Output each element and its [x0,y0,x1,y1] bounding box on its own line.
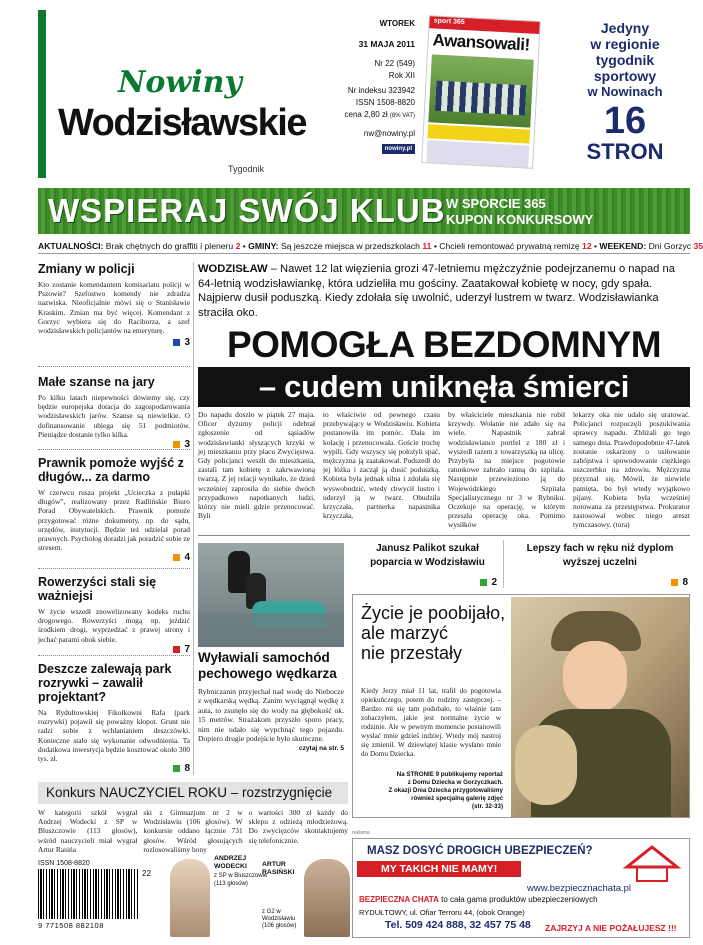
masthead-title-main: Wodzisławskie [58,102,307,144]
issue-email[interactable]: nw@nowiny.pl [363,129,415,138]
sidebar-title: Zmiany w policji [38,262,135,276]
page-marker: 8 [671,577,688,588]
sport-cover[interactable] [421,15,541,169]
marker-square [480,579,487,586]
sport-cover-photo [428,54,533,127]
winner-name: ARTUR RASIŃSKI [262,861,295,876]
sidebar-title: Rowerzyści stali się ważniejsi [38,575,157,603]
barcode-issue: 22 [142,869,151,878]
marker-square [173,646,180,653]
sidebar-text: Kto zostanie komendantem komisariatu policji w Pszowie? Szefostwo komendy nie zdradza nazwiska. Nieoficjalnie mówi się o Stanisławie Kraskim. Zmian ma być więcej. Komendant z Gorzyc wybiera się do Raciborza, a szef wodzisławskich policjantów na emeryturę. [38,280,190,336]
issue-date: 31 MAJA 2011 [358,39,415,49]
column-rule [193,262,194,775]
lead-headline-1: POMOGŁA BEZDOMNYM [226,324,662,365]
insurance-ad[interactable] [352,838,690,938]
barcode-digits: 9 771508 882108 [38,921,104,930]
contest-title: Konkurs NAUCZYCIEL ROKU – rozstrzygnięcie [38,782,348,804]
sport-cover-title: Awansowali! [432,30,531,55]
winner-votes: (113 głosów) [214,881,248,887]
contest-text: W kategorii szkół wygrał Andrzej Wodecki z SP w Bluszczowie (113 głosów), wśród nauczycieli miał wygrał Artur Rasińa [38,808,138,854]
marker-square [173,441,180,448]
winner-1 [170,855,270,937]
ad-phone[interactable]: Tel. 509 424 888, 32 457 75 48 [385,919,531,931]
sidebar-item[interactable] [38,450,190,568]
ticker-item[interactable]: AKTUALNOŚCI: Brak chętnych do graffiti i pleneru 2 [38,241,241,251]
page-marker: 2 [480,577,497,588]
sidebar-text: W czerwcu rusza projekt „Ucieczka z pułapki długów”, realizowany przez Radlińskie Biuro Porad Obywatelskich. Prawnik pomoże przygotować różne dokumenty, np. do sądu, urzędów, instytucji. Będzie też udzielał porad prawnych. Psycholog doradzi jak poradzić sobie ze stresem. [38,488,190,553]
sport-promo-line2: w regionie [590,36,660,52]
lead-columns [198,410,690,530]
club-banner-sub2: KUPON KONKURSOWY [446,212,594,227]
boy-title-2: ale marzyć [361,623,449,643]
teaser-palikot[interactable] [352,540,504,588]
contest-text: ski z Gimnazjum nr 2 w Wodzisławiu (106 głosów). W konkursie oddano łącznie 731 głosów. Wśród głosujących rozlosowaliśmy bony [143,808,243,854]
house-logo-icon [623,843,681,883]
ad-address: RYDUŁTOWY, ul. Ofiar Terroru 44, (obok Orange) [359,908,525,917]
winner-2 [262,855,350,937]
issue-number: Nr 22 (549) [374,59,415,68]
sidebar [38,262,190,775]
winner-photo [304,859,350,937]
sidebar-item[interactable] [38,367,190,449]
club-banner[interactable] [38,188,690,234]
lead-text: – Nawet 12 lat więzienia grozi 47-letniemu mężczyźnie podejrzanemu o napad na 64-letnią wodzisławiankę, która udzieliła mu gościny. Zaatakował kobietę w nocy, gdy spała. Najpierw dusił poduszką. Kiedy zdołała się uwolnić, uderzył lustrem w twarz. Wodzisławianka straciła oko. [198,263,675,319]
sport-promo-line5: w Nowinach [587,84,663,99]
barcode-issn: ISSN 1508-8820 [38,860,90,867]
lead-story[interactable] [198,262,690,407]
water [198,613,344,647]
ad-brand-desc: to cała gama produktów ubezpieczeniowych [441,895,598,904]
boy-title-1: Życie je poobijało, [361,603,506,623]
angler-title: Wyławiali samochód pechowego wędkarza [198,650,337,681]
issue-day: WTOREK [379,19,415,28]
ticker: AKTUALNOŚCI: Brak chętnych do graffiti i pleneru 2 • GMINY: Są jeszcze miejsca w przedszkolach 11 • Chcieli remontować prywatną remizę 12 • WEEKEND: Dni Gorzyc 35 [38,238,690,254]
ad-line-1: MASZ DOSYĆ DROGICH UBEZPIECZEŃ? [367,845,593,857]
sport-promo-line1: Jedyny [600,20,650,36]
boy-note: Na STRONIE 9 publikujemy reportaż z Domu Dziecka w Gorzyczkach. Z okazji Dnia Dziecka przygotowaliśmy również specjalną galerię zdjęć (str. 32-33) [388,771,503,810]
marker-square [173,339,180,346]
page-marker: 3 [38,337,190,348]
ad-small-label: reklama [352,830,370,836]
boy-title-3: nie przestały [361,643,463,663]
sport-cover-label: sport 365 [433,17,465,27]
sport-cover-bottom [426,140,529,167]
winner-school: z G2 w Wodzisławiu [262,909,296,922]
boy-photo [511,597,689,817]
teddy-bear [515,725,577,805]
issue-info [335,18,415,154]
sport-promo-line4: sportowy [593,68,657,84]
boy-story[interactable] [352,594,690,818]
boy-text: Kiedy Jerzy miał 11 lat, trafił do pogotowia opiekuńczego, potem do rodziny zastępczej. – Bardzo mi się tam podobało, to właśnie tam zobaczyłem, jakie jest normalne życie w rodzinie. Ale w pewnym momencie postanowili wysłać mnie gdzieś indziej. Wtedy mój nastroj się zmienił. W dziewiątej klasie wysłano mnie do Domu Dziecka. [361,687,501,758]
ticker-item[interactable]: GMINY: Są jeszcze miejsca w przedszkolach 11 [248,241,432,251]
lead-intro [198,262,690,320]
lead-place: WODZISŁAW [198,263,268,275]
house-logo-icon-svg [623,843,681,883]
barcode-block [38,860,163,940]
page-marker: 7 [38,644,190,655]
club-banner-sub1: W SPORCIE 365 [446,196,546,211]
ad-brand-line [359,895,598,904]
angler-text: Rybniczanin przyjechał nad wodę do Niebocze z wędkarską wędką. Zanim wyciągnął wędkę z auta, to zsunęło się do wody na głębokość ok. 15 metrów. Strażakom przyszło sporo pracy, nim nie udało się wypchnąć tego pojazdu. Dopiero drugie podejście było skuteczne. [198,687,344,744]
issue-issn: ISSN 1508-8820 [355,98,415,107]
masthead-subtitle: Tygodnik [228,164,265,174]
lead-column: Do napadu doszło w piątek 27 maja. Oficer dyżurny policji odebrał zgłoszenie od sąsiadów wodzisławianki słyszących krzyki w jej mieszkaniu przy placu Zwycięstwa. Gdy policjanci weszli do mieszkania, zastali tam kobietę z zakrwawioną twarzą. Z jej relacji wynikało, że dzień wcześniej zaprosiła do siebie dwóch przypadkowo napotkanych ludzi, którzy nie mieli gdzie przenocować. Byli [198,410,315,521]
angler-photo[interactable] [198,543,344,647]
sidebar-item[interactable] [38,656,190,774]
ticker-item[interactable]: WEEKEND: Dni Gorzyc 35 [599,241,703,251]
marker-square [173,554,180,561]
ad-brand: BEZPIECZNA CHATA [359,895,439,904]
issue-price [335,109,415,122]
lead-headline-2: – cudem uniknęła śmierci [198,367,690,407]
ad-url[interactable]: www.bezpiecznachata.pl [527,883,632,894]
lead-column: lekarzy oka nie udało się uratować. Policjanci rozpoczęli poszukiwania sprawcy napadu. Zbliżali go tego samego dnia. Prawdopodobnie 47-latek zostanie oskarżony o usiłowanie zabójstwa i spowodowanie ciężkiego uszczerbku na zdrowiu. Mężczyzna przyznał się. Mówił, że niewiele pamięta, bo był wtedy wyjątkowo pijany. Kobieta była wcześniej notowana za przestępstwa. Prokurator zastosował wobec niego areszt tymczasowy. (tora) [573,410,690,530]
sport-promo [560,20,690,164]
winner-votes: (106 głosów) [262,923,297,929]
teaser-title: Lepszy fach w ręku niż dyplom wyższej uczelni [526,543,674,568]
page-marker: 8 [38,763,190,774]
lead-column: to właściwie od pewnego czasu przebywający w Wodzisławiu. Kobieta postanowiła im pomóc. Dała im kolację i przenocowała. Goście trochę wypili. Gdy wszyscy się położyli spać, mężczyzna ją zaatakował. Podszedł do jej łóżka i zaczął ją dusić poduszką. Kobieta była jednak silna i zdołała się wyswobodzić, wtedy chwycił lustro i uderzył ją w twarz. Obudziła krzyczała, partnerka napastnika krzyczała, [323,410,440,521]
angler-story[interactable] [198,650,344,752]
sidebar-item[interactable] [38,262,190,366]
section-rule [198,535,690,536]
ticker-item[interactable]: Chcieli remontować prywatną remizę 12 [439,241,592,251]
masthead-title-top: Nowiny [118,65,242,100]
issue-index: Nr indeksu 323942 [347,86,415,95]
sidebar-text: W życie wszedł znowelizowany kodeks ruchu drogowego. Rowerzyści mogą np. jeździć środkiem drogi, wyprzedzać z prawej strony i jechać parami obok siebie. [38,607,190,644]
boy-face [563,641,627,713]
price: cena 2,80 zł [344,110,388,119]
sidebar-text: Na Rydułtowskiej Fikołkowni Rafa (park rozrywki) pojawił się poważny kłopot. Grunt nie radzi sobie z wchłanianiem deszczówki. Konieczne stało się wykonanie odwodnienia. Ta dodatkowa inwestycja będzie kosztować około 300 tys. zł. [38,708,190,764]
sidebar-title: Małe szanse na jary [38,375,155,389]
winner-school: z SP w Bluszczowie [214,873,268,879]
masthead [38,10,308,190]
club-banner-main: WSPIERAJ SWÓJ KLUB [48,192,446,229]
ad-cta: ZAJRZYJ A NIE POŻAŁUJESZ !!! [545,923,677,933]
angler-more[interactable]: czytaj na str. 5 [298,745,344,753]
winner-name: ANDRZEJ WODECKI [214,855,247,870]
sidebar-text: Po kilku latach niepewności dowiemy się, czy będzie europejska dotacja do zagospodarowania wodzisławskich jarów. Szanse są niewielkie. O dofinansowanie ubiega się 51 podmiotów. Pieniądze dostanie tylko kilka. [38,393,190,439]
sidebar-item[interactable] [38,569,190,655]
barcode-bars [38,869,138,919]
teaser-title: Janusz Palikot szukał poparcia w Wodzisławiu [370,543,485,568]
issue-year: Rok XII [388,71,415,80]
page-marker: 4 [38,552,190,563]
winner-photo [170,859,210,937]
page-marker: 3 [38,439,190,450]
lead-column: by właściciele mieszkania nie robił krzywdy. Wołanie nie zdało się na wiele. Napastnik zabrał wodzisławiance portfel z 180 zł i wyszedł razem z towarzyszką na ulicę. Przybyła na miejsce pogotowie ratunkowe zabrało ranną do szpitala. Następnie przewieziono ją do Wojewódzkiego Szpitala Specjalistycznego nr 3 w Rybniku. Oczekuje na operację, w którym przeszła operację oka. Pomimo wysiłków [448,410,565,530]
contest-columns [38,808,348,854]
price-vat: (8% VAT) [389,113,415,119]
sport-promo-line3: tygodnik [595,52,655,68]
small-logo: nowiny.pl [382,144,415,154]
sport-promo-unit: STRON [586,139,664,164]
marker-square [671,579,678,586]
barcode-lines [38,869,163,919]
masthead-bar-green [38,10,46,178]
sidebar-title: Prawnik pomoże wyjść z długów... za darmo [38,456,184,484]
contest-text: o wartości 300 zł każdy do sklepu z odzieżą młodzieżową. Do zwycięzców skontaktujemy się telefonicznie. [248,808,348,845]
teaser-diploma[interactable] [510,540,690,588]
sport-promo-number: 16 [603,100,647,142]
ad-line-2: MY TAKICH NIE MAMY! [357,861,521,877]
sidebar-title: Deszcze zalewają park rozrywki – zawalił projektant? [38,662,172,704]
marker-square [173,765,180,772]
